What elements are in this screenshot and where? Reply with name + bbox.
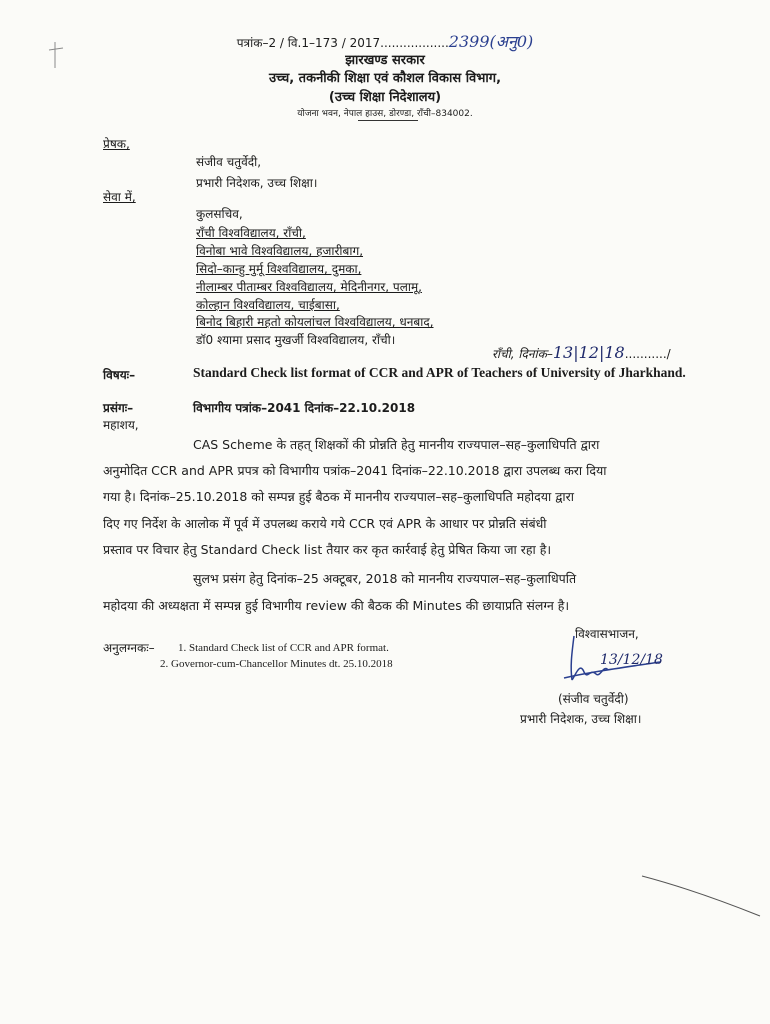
recipient-list-item: बिनोद बिहारी महतो कोयलांचल विश्वविद्यालय, धनबाद, xyxy=(196,315,434,329)
recipient-list-item: सिदो–कान्हु मुर्मू विश्वविद्यालय, दुमका, xyxy=(196,262,362,276)
enclosure-item: 1. Standard Check list of CCR and APR format. xyxy=(178,642,389,654)
dateline-dots: ........... xyxy=(624,347,667,361)
subject-text: Standard Check list format of CCR and APR of Teachers of University of Jharkhand. xyxy=(193,365,686,380)
body-line: गया है। दिनांक–25.10.2018 को सम्पन्न हुई बैठक में माननीय राज्यपाल–सह–कुलाधिपति महोदया द्वारा xyxy=(103,489,575,504)
body-line: प्रस्ताव पर विचार हेतु Standard Check list तैयार कर कृत कार्रवाई हेतु प्रेषित किया जा रहा है। xyxy=(103,542,552,557)
signatory-designation: प्रभारी निदेशक, उच्च शिक्षा। xyxy=(520,712,642,726)
reference-text: विभागीय पत्रांक–2041 दिनांक–22.10.2018 xyxy=(193,401,416,415)
recipient-title: कुलसचिव, xyxy=(196,207,243,221)
dateline xyxy=(492,343,671,362)
body-line: दिए गए निर्देश के आलोक में पूर्व में उपलब्ध कराये गये CCR एवं APR के आधार पर प्रोन्नति संबंधी xyxy=(103,516,547,531)
recipient-list-last: डॉ0 श्यामा प्रसाद मुखर्जी विश्वविद्यालय, राँची। xyxy=(196,333,396,347)
recipient-list-item: राँची विश्वविद्यालय, राँची, xyxy=(196,226,306,240)
body-line: अनुमोदित CCR and APR प्रपत्र को विभागीय पत्रांक–2041 दिनांक–22.10.2018 द्वारा उपलब्ध करा दिया xyxy=(103,463,607,478)
recipient-list-item: विनोबा भावे विश्वविद्यालय, हजारीबाग, xyxy=(196,244,364,258)
dateline-end: / xyxy=(666,347,671,361)
recipient-list-item: कोल्हान विश्वविद्यालय, चाईबासा, xyxy=(196,298,340,312)
margin-scribble-icon xyxy=(45,38,85,74)
body-line: सुलभ प्रसंग हेतु दिनांक–25 अक्टूबर, 2018 को माननीय राज्यपाल–सह–कुलाधिपति xyxy=(193,571,577,586)
closing-regards: विश्वासभाजन, xyxy=(575,627,639,641)
header-divider xyxy=(358,120,418,121)
sender-label: प्रेषक, xyxy=(103,137,130,151)
body-line: महोदया की अध्यक्षता में सम्पन्न हुई विभागीय review की बैठक की Minutes की छायाप्रति संलग्न है। xyxy=(103,598,570,613)
enclosure-item: 2. Governor-cum-Chancellor Minutes dt. 25.10.2018 xyxy=(160,658,393,670)
reference-label: प्रसंगः– xyxy=(103,401,134,415)
subject-label: विषयः– xyxy=(103,368,136,382)
department-name: उच्च, तकनीकी शिक्षा एवं कौशल विकास विभाग, xyxy=(268,71,502,86)
reference-dots: .................. xyxy=(380,36,449,50)
pen-stroke-icon xyxy=(640,870,765,920)
government-name: झारखण्ड सरकार xyxy=(345,53,425,68)
handwritten-reference-number: 2399(अनु0) xyxy=(448,32,534,51)
recipient-label: सेवा में, xyxy=(103,190,136,204)
salutation: महाशय, xyxy=(103,418,139,432)
letter-reference-number xyxy=(0,30,770,52)
sender-name: संजीव चतुर्वेदी, xyxy=(196,155,262,169)
office-address: योजना भवन, नेपाल हाउस, डोरण्डा, राँची–834002. xyxy=(297,109,473,119)
dateline-place-label: राँची, दिनांक– xyxy=(492,347,553,361)
recipient-list-item: नीलाम्बर पीताम्बर विश्वविद्यालय, मेदिनीनगर, पलामू, xyxy=(196,280,422,294)
signatory-name: (संजीव चतुर्वेदी) xyxy=(558,692,629,706)
handwritten-date: 13|12|18 xyxy=(552,343,625,362)
signature-date: 13/12/18 xyxy=(600,652,663,668)
reference-number-text: पत्रांक–2 / वि.1–173 / 2017 xyxy=(236,36,381,50)
sender-designation: प्रभारी निदेशक, उच्च शिक्षा। xyxy=(196,176,318,190)
enclosure-label: अनुलग्नकः– xyxy=(103,641,155,655)
body-line: CAS Scheme के तहत् शिक्षकों की प्रोन्नति हेतु माननीय राज्यपाल–सह–कुलाधिपति द्वारा xyxy=(193,437,600,452)
directorate-name: (उच्च शिक्षा निदेशालय) xyxy=(328,90,442,105)
